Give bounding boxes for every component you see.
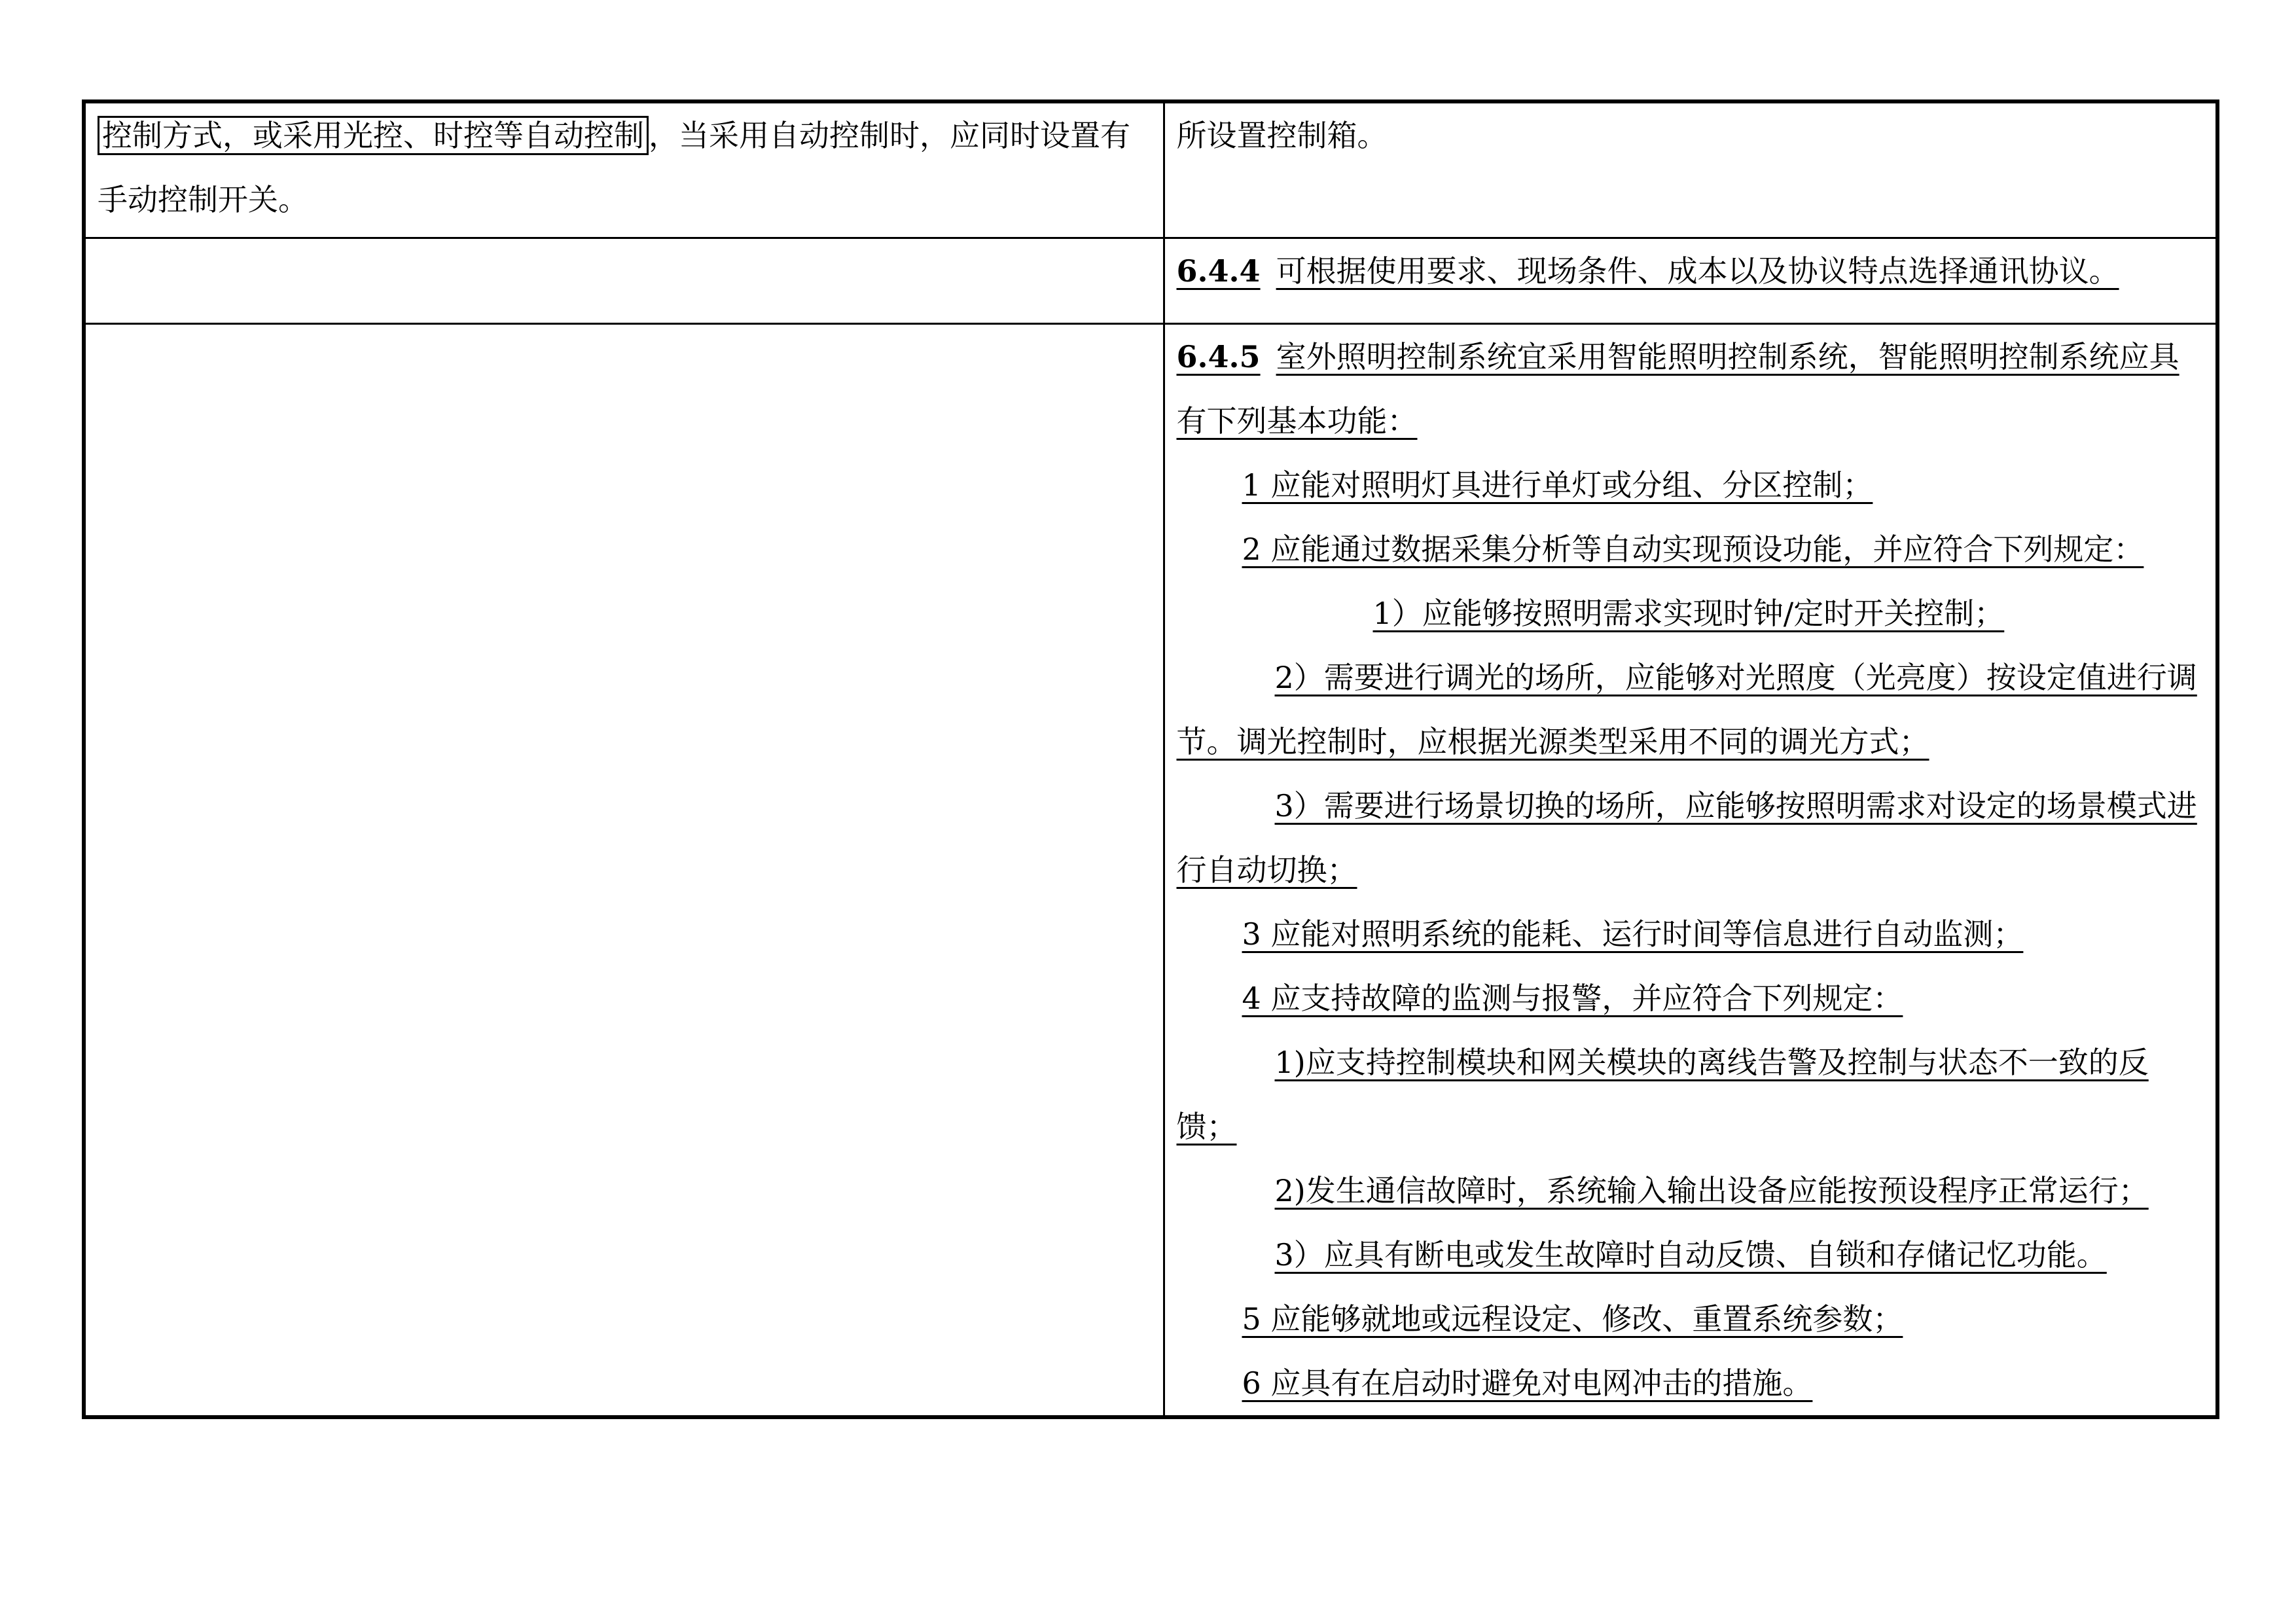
row1-left-paragraph bbox=[98, 103, 1151, 232]
row1-left-cell bbox=[84, 101, 1164, 238]
sub-list-item: 1）应能够按照明需求实现时钟/定时开关控制； bbox=[1372, 596, 2005, 631]
row1-right-cell bbox=[1164, 101, 2217, 238]
clause-number: 6.4.5 bbox=[1176, 339, 1261, 374]
clause-text: 室外照明控制系统宜采用智能照明控制系统，智能照明控制系统应具有下列基本功能： bbox=[1176, 339, 2179, 439]
sub-list-item: 2）需要进行调光的场所，应能够对光照度（光亮度）按设定值进行调节。调光控制时，应根据光源类型采用不同的调光方式； bbox=[1176, 660, 2197, 759]
row1-right-text: 所设置控制箱。 bbox=[1176, 118, 1388, 153]
sub-list-item: 3）应具有断电或发生故障时自动反馈、自锁和存储记忆功能。 bbox=[1274, 1237, 2107, 1272]
table-row bbox=[84, 101, 2217, 238]
list-item: 5 应能够就地或远程设定、修改、重置系统参数； bbox=[1242, 1301, 1903, 1337]
sub-list-item: 1)应支持控制模块和网关模块的离线告警及控制与状态不一致的反馈； bbox=[1176, 1045, 2149, 1144]
row2-left-cell bbox=[84, 238, 1164, 324]
clause-6-4-5 bbox=[1177, 325, 2204, 453]
row3-left-cell bbox=[84, 324, 1164, 1418]
sub-list-item: 2)发生通信故障时，系统输入输出设备应能按预设程序正常运行； bbox=[1274, 1173, 2149, 1208]
table-row bbox=[84, 324, 2217, 1418]
row2-right-cell bbox=[1164, 238, 2217, 324]
sub-list-item: 3）需要进行场景切换的场所，应能够按照明需求对设定的场景模式进行自动切换； bbox=[1176, 788, 2197, 888]
list-item: 2 应能通过数据采集分析等自动实现预设功能，并应符合下列规定： bbox=[1242, 532, 2144, 567]
list-item: 1 应能对照明灯具进行单灯或分组、分区控制； bbox=[1242, 467, 1873, 503]
highlighted-text-box: 控制方式，或采用光控、时控等自动控制 bbox=[98, 116, 649, 155]
clause-text: 可根据使用要求、现场条件、成本以及协议特点选择通讯协议。 bbox=[1276, 253, 2119, 289]
table-row bbox=[84, 238, 2217, 324]
list-item: 3 应能对照明系统的能耗、运行时间等信息进行自动监测； bbox=[1242, 916, 2024, 952]
row3-right-cell bbox=[1164, 324, 2217, 1418]
row1-left-text: ，当采用自动控制时，应同时设置有手动控制开关。 bbox=[98, 118, 1130, 217]
list-item: 4 应支持故障的监测与报警，并应符合下列规定： bbox=[1242, 981, 1903, 1016]
comparison-table bbox=[82, 99, 2219, 1419]
clause-6-4-4 bbox=[1177, 239, 2204, 303]
list-item: 6 应具有在启动时避免对电网冲击的措施。 bbox=[1242, 1365, 1813, 1401]
clause-number: 6.4.4 bbox=[1176, 253, 1261, 289]
